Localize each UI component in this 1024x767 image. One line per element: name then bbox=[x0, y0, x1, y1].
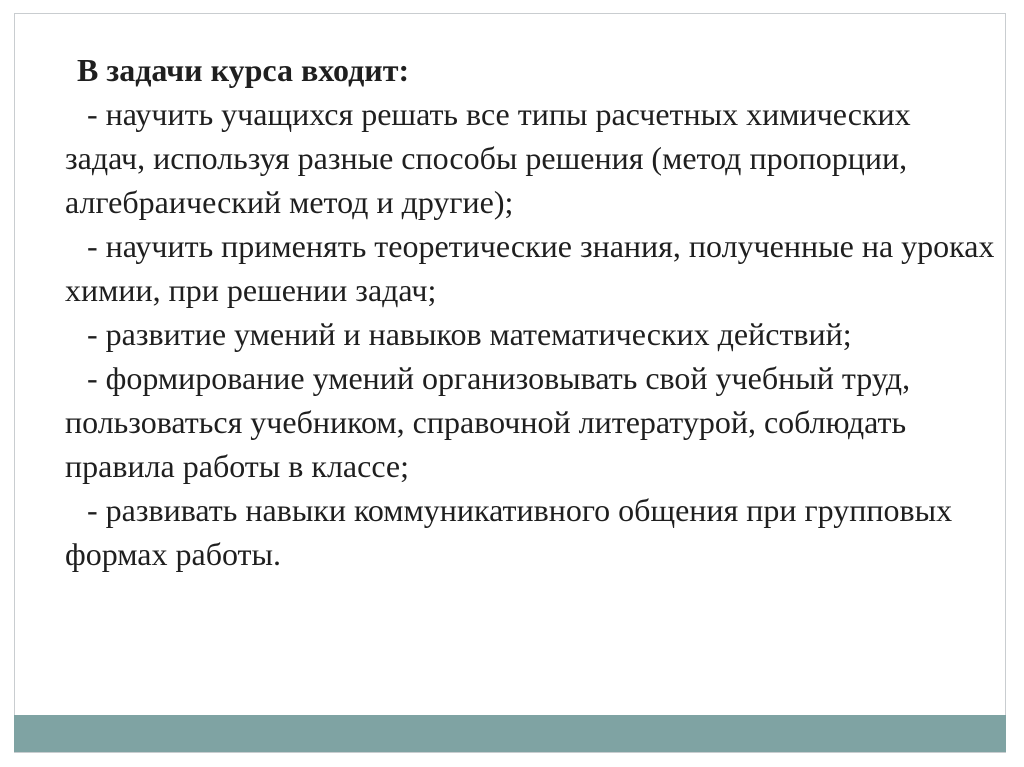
list-item: - развивать навыки коммуникативного общения при групповых формах работы. bbox=[65, 492, 953, 572]
list-item: - развитие умений и навыков математических действий; bbox=[87, 316, 852, 352]
list-item: - формирование умений организовывать свой учебный труд, пользоваться учебником, справочной литературой, соблюдать правила работы в классе; bbox=[65, 360, 911, 484]
slide-body-text bbox=[65, 48, 995, 576]
slide-heading: В задачи курса входит: bbox=[77, 52, 410, 88]
footer-bar bbox=[14, 715, 1006, 752]
list-item: - научить применять теоретические знания, полученные на уроках химии, при решении задач; bbox=[65, 228, 995, 308]
list-item: - научить учащихся решать все типы расчетных химических задач, используя разные способы решения (метод пропорции, алгебраический метод и другие); bbox=[65, 96, 911, 220]
